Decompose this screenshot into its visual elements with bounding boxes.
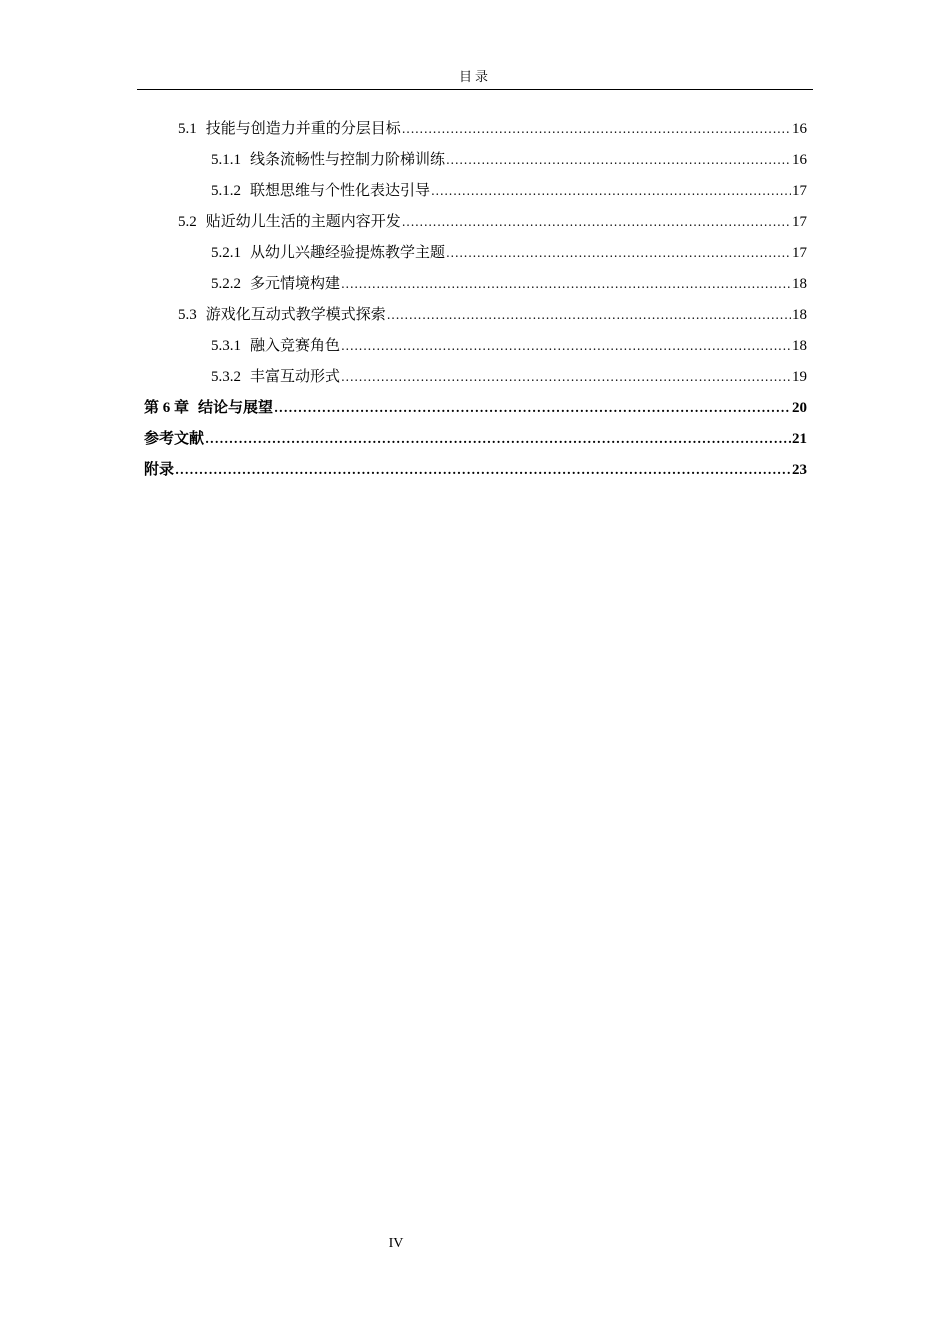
toc-entry-page: 18 [792, 338, 807, 354]
toc-entry-number: 5.3.2 [211, 369, 241, 385]
toc-entry-page: 16 [792, 121, 807, 137]
toc-entry-page: 16 [792, 152, 807, 168]
toc-entry-page: 21 [792, 431, 807, 447]
header-title: 目录 [458, 70, 491, 85]
page-number-label: IV [388, 1236, 404, 1251]
toc-entry-title: 游戏化互动式教学模式探索 [205, 305, 386, 323]
toc-chapter-entry[interactable] [144, 423, 807, 454]
toc-entry-number: 5.2.2 [211, 276, 241, 292]
toc-entry-title: 附录 [144, 460, 175, 478]
toc-entry-page: 17 [792, 183, 807, 199]
toc-entry-title: 贴近幼儿生活的主题内容开发 [205, 212, 401, 230]
toc-chapter-entry[interactable] [144, 454, 807, 485]
toc-entry[interactable] [144, 361, 807, 392]
toc-entry-page: 18 [792, 276, 807, 292]
toc-entry[interactable] [144, 113, 807, 144]
toc-entry-page: 23 [792, 462, 807, 478]
toc-entry[interactable] [144, 175, 807, 206]
toc-entry-number: 5.1.2 [211, 183, 241, 199]
toc-entry-title: 技能与创造力并重的分层目标 [205, 119, 401, 137]
toc-entry-number: 5.3.1 [211, 338, 241, 354]
toc-entry[interactable] [144, 144, 807, 175]
toc-entry[interactable] [144, 330, 807, 361]
toc-entry-number: 5.1 [178, 121, 197, 137]
toc-entry-page: 17 [792, 214, 807, 230]
dot-leader [402, 114, 791, 145]
toc-entry-number: 第 6 章 [144, 400, 190, 416]
toc-entry-number: 5.1.1 [211, 152, 241, 168]
toc-entry[interactable] [144, 237, 807, 268]
toc-chapter-entry[interactable] [144, 392, 807, 423]
dot-leader [387, 300, 791, 331]
dot-leader [175, 455, 791, 486]
running-header [137, 68, 813, 90]
dot-leader [205, 424, 791, 455]
toc-entry-title: 融入竞赛角色 [250, 336, 341, 354]
toc-entry-page: 20 [792, 400, 807, 416]
dot-leader [446, 145, 791, 176]
dot-leader [446, 238, 791, 269]
page-number [0, 1236, 792, 1252]
toc-entry[interactable] [144, 299, 807, 330]
toc-entry-page: 19 [792, 369, 807, 385]
dot-leader [341, 362, 791, 393]
toc-entry-title: 参考文献 [144, 429, 205, 447]
toc-entry[interactable] [144, 268, 807, 299]
toc-entry[interactable] [144, 206, 807, 237]
toc-entry-number: 5.2.1 [211, 245, 241, 261]
toc-entry-number: 5.3 [178, 307, 197, 323]
dot-leader [274, 393, 791, 424]
toc-entry-title: 结论与展望 [198, 398, 274, 416]
table-of-contents [144, 113, 807, 485]
toc-entry-page: 18 [792, 307, 807, 323]
dot-leader [341, 331, 791, 362]
toc-entry-number: 5.2 [178, 214, 197, 230]
dot-leader [431, 176, 791, 207]
toc-entry-title: 多元情境构建 [250, 274, 341, 292]
dot-leader [341, 269, 791, 300]
dot-leader [402, 207, 791, 238]
toc-entry-title: 从幼儿兴趣经验提炼教学主题 [250, 243, 446, 261]
toc-entry-title: 联想思维与个性化表达引导 [250, 181, 431, 199]
toc-entry-title: 丰富互动形式 [250, 367, 341, 385]
toc-entry-page: 17 [792, 245, 807, 261]
toc-entry-title: 线条流畅性与控制力阶梯训练 [250, 150, 446, 168]
